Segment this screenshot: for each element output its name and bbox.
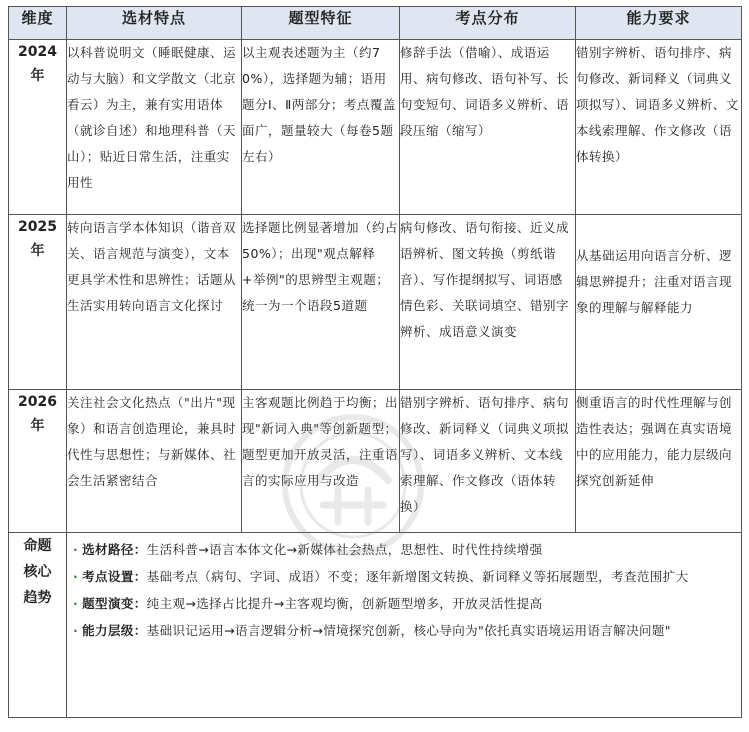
material-text: 关注社会文化热点（"出片"现象）和语言创造理论，兼具时代性与思想性；与新媒体、社会生活紧密结合 — [67, 395, 237, 488]
question-type-text: 主客观题比例趋于均衡；出现"新词入典"等创新题型；题型更加开放灵活，注重语言的实际应用与改造 — [242, 395, 399, 488]
ability-text: 侧重语言的时代性理解与创造性表达；强调在真实语境中的应用能力，能力层级向探究创新延伸 — [576, 395, 733, 488]
points-text: 病句修改、语句衔接、近义成语辨析、图文转换（剪纸谐音）、写作提纲拟写、词语感情色彩、关联词填空、错别字辨析、成语意义演变 — [400, 220, 570, 339]
question-type-cell — [242, 390, 400, 533]
trend-item-text: 基础考点（病句、字词、成语）不变；逐年新增图文转换、新词释义等拓展题型，考查范围扩大 — [146, 569, 689, 584]
bullet-icon: · — [73, 569, 79, 584]
year-cell-2026 — [9, 390, 67, 533]
points-cell — [400, 215, 576, 390]
points-cell — [400, 390, 576, 533]
header-question-type: 题型特征 — [242, 7, 400, 40]
year-label: 2024 — [18, 44, 57, 60]
question-type-cell — [242, 40, 400, 215]
year-suffix: 年 — [30, 418, 45, 434]
trend-item-ability-level — [73, 618, 733, 644]
trend-item-material-path — [73, 537, 733, 563]
header-ability: 能力要求 — [576, 7, 742, 40]
ability-cell — [576, 215, 742, 390]
trend-list — [67, 533, 741, 717]
trend-item-text: 纯主观→选择占比提升→主客观均衡，创新题型增多，开放灵活性提高 — [146, 596, 543, 611]
trend-item-label: 考点设置： — [82, 569, 147, 584]
header-row — [9, 7, 742, 40]
table-row-2025 — [9, 215, 742, 390]
material-text: 转向语言学本体知识（谐音双关、语言规范与演变），文本更具学术性和思辨性；话题从生活实用转向语言文化探讨 — [67, 220, 237, 313]
header-dimension: 维度 — [9, 7, 67, 40]
material-cell — [67, 390, 242, 533]
question-type-cell — [242, 215, 400, 390]
question-type-text: 选择题比例显著增加（约占50%）；出现"观点解释+举例"的思辨型主观题；统一为一个语段5道题 — [242, 220, 399, 313]
points-cell — [400, 40, 576, 215]
ability-text: 错别字辨析、语句排序、病句修改、新词释义（词典义项拟写）、词语多义辨析、文本线索理解、作文修改（语体转换） — [576, 45, 739, 164]
points-text: 修辞手法（借喻）、成语运用、病句修改、语句补写、长句变短句、词语多义辨析、语段压缩（缩写） — [400, 45, 570, 138]
ability-text: 从基础运用向语言分析、逻辑思辨提升；注重对语言现象的理解与解释能力 — [576, 248, 733, 315]
material-text: 以科普说明文（睡眠健康、运动与大脑）和文学散文（北京看云）为主，兼有实用语体（就诊自述）和地理科普（天山）；贴近日常生活，注重实用性 — [67, 45, 237, 190]
material-cell — [67, 40, 242, 215]
trend-item-label: 题型演变： — [82, 596, 147, 611]
table-row-2024 — [9, 40, 742, 215]
year-suffix: 年 — [30, 243, 45, 259]
year-label: 2025 — [18, 219, 57, 235]
question-type-text: 以主观表述题为主（约70%），选择题为辅；语用题分Ⅰ、Ⅱ两部分；考点覆盖面广，题量较大（每卷5题左右） — [242, 45, 396, 164]
table-row-2026 — [9, 390, 742, 533]
table-row-trend — [9, 533, 742, 718]
trend-item-text: 生活科普→语言本体文化→新媒体社会热点，思想性、时代性持续增强 — [146, 542, 543, 557]
header-material: 选材特点 — [67, 7, 242, 40]
bullet-icon: · — [73, 623, 79, 638]
year-cell-2024 — [9, 40, 67, 215]
trend-item-label: 能力层级： — [82, 623, 147, 638]
trend-label-line: 命题 — [23, 538, 52, 554]
trend-content-cell — [67, 533, 742, 718]
trend-item-test-points — [73, 564, 733, 590]
material-cell — [67, 215, 242, 390]
analysis-table — [8, 6, 742, 718]
ability-cell — [576, 390, 742, 533]
trend-item-question-evolution — [73, 591, 733, 617]
year-cell-2025 — [9, 215, 67, 390]
trend-item-label: 选材路径： — [82, 542, 147, 557]
trend-item-text: 基础识记运用→语言逻辑分析→情境探究创新，核心导向为"依托真实语境运用语言解决问题" — [146, 623, 671, 638]
header-points: 考点分布 — [400, 7, 576, 40]
bullet-icon: · — [73, 596, 79, 611]
trend-label-line: 趋势 — [23, 590, 52, 606]
bullet-icon: · — [73, 542, 79, 557]
year-suffix: 年 — [30, 68, 45, 84]
ability-cell — [576, 40, 742, 215]
trend-label-cell — [9, 533, 67, 718]
year-label: 2026 — [18, 394, 57, 410]
points-text: 错别字辨析、语句排序、病句修改、新词释义（词典义项拟写）、词语多义辨析、文本线索理解、作文修改（语体转换） — [400, 395, 570, 514]
trend-label-line: 核心 — [23, 564, 52, 580]
